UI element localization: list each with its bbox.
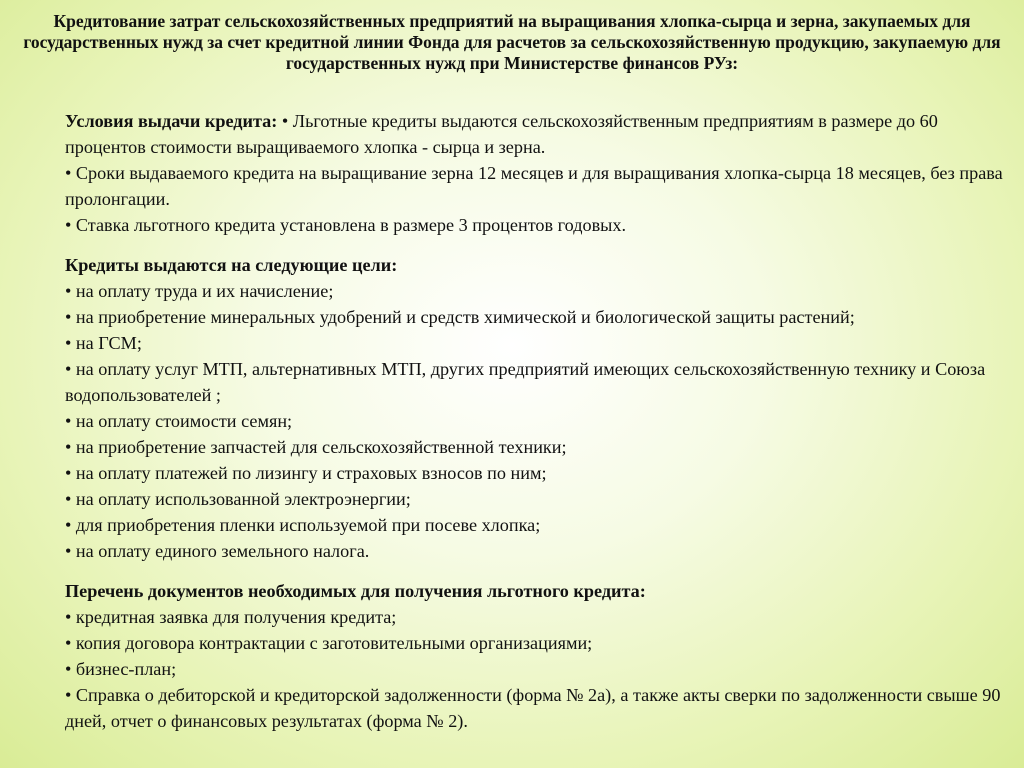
goals-section <box>65 252 1010 564</box>
conditions-item: • Сроки выдаваемого кредита на выращивание зерна 12 месяцев и для выращивания хлопка-сырца 18 месяцев, без права пролонгации. <box>65 163 1003 209</box>
documents-item: • Справка о дебиторской и кредиторской задолженности (форма № 2а), а также акты сверки по задолженности свыше 90 дней, отчет о финансовых результатах (форма № 2). <box>65 685 1001 731</box>
goals-item: • на приобретение запчастей для сельскохозяйственной техники; <box>65 437 567 457</box>
conditions-section <box>65 108 1010 238</box>
conditions-heading: Условия выдачи кредита: <box>65 111 278 131</box>
slide-content <box>65 108 1010 734</box>
goals-item: • на оплату единого земельного налога. <box>65 541 370 561</box>
goals-item: • на оплату труда и их начисление; <box>65 281 334 301</box>
goals-item: • на приобретение минеральных удобрений и средств химической и биологической защиты растений; <box>65 307 855 327</box>
documents-section <box>65 578 1010 734</box>
goals-item: • на оплату услуг МТП, альтернативных МТП, других предприятий имеющих сельскохозяйственную технику и Союза водопользователей ; <box>65 359 986 405</box>
documents-item: • копия договора контрактации с заготовительными организациями; <box>65 633 593 653</box>
conditions-item: • Ставка льготного кредита установлена в размере 3 процентов годовых. <box>65 215 627 235</box>
goals-item: • для приобретения пленки используемой при посеве хлопка; <box>65 515 541 535</box>
documents-item: • бизнес-план; <box>65 659 177 679</box>
conditions-item: • Льготные кредиты выдаются сельскохозяйственным предприятиям в размере до 60 процентов стоимости выращиваемого хлопка - сырца и зерна. <box>65 111 938 157</box>
goals-item: • на оплату использованной электроэнергии; <box>65 489 411 509</box>
conditions-first-paragraph <box>65 108 1010 160</box>
documents-item: • кредитная заявка для получения кредита; <box>65 607 397 627</box>
goals-item: • на ГСМ; <box>65 333 142 353</box>
goals-item: • на оплату платежей по лизингу и страховых взносов по ним; <box>65 463 547 483</box>
documents-heading: Перечень документов необходимых для получения льготного кредита: <box>65 581 646 601</box>
goals-heading: Кредиты выдаются на следующие цели: <box>65 255 398 275</box>
goals-item: • на оплату стоимости семян; <box>65 411 293 431</box>
slide-title: Кредитование затрат сельскохозяйственных предприятий на выращивания хлопка-сырца и зерна, закупаемых для государственных нужд за счет кредитной линии Фонда для расчетов за сельскохозяйственную продукцию, закупаемую для государственных нужд при Министерстве финансов РУз: <box>23 11 1001 73</box>
